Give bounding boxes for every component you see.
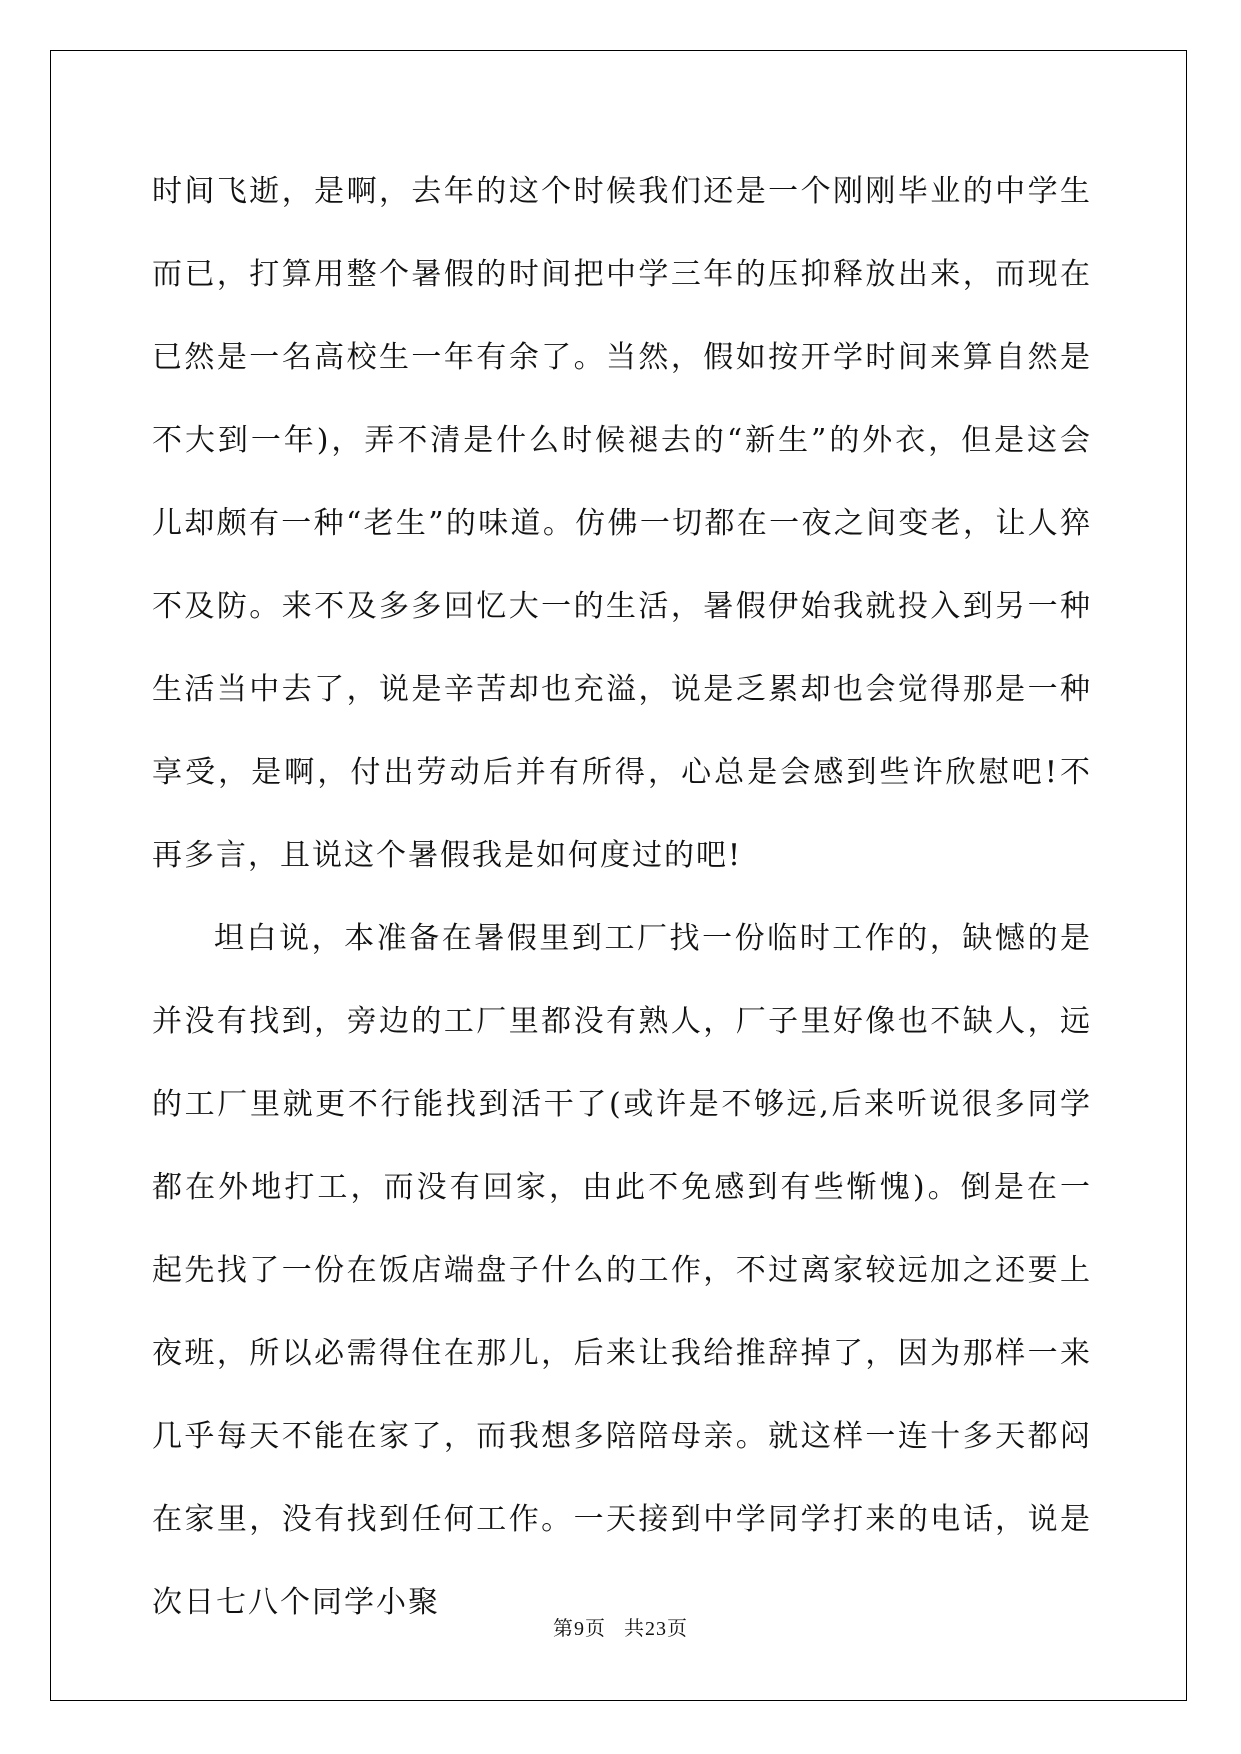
text-line: 已，打算用整个暑假的时间把中学三年的压抑释放出来，而现在已然 (152, 257, 1093, 375)
paragraph-2 (152, 897, 1092, 1644)
page-total: 共23页 (624, 1618, 688, 1640)
text-line: 时间飞逝，是啊，去年的这个时候我们还是一个刚刚毕业的中学生而 (152, 174, 1092, 292)
text-line: 坦白说，本准备在暑假里到工厂找一份临时工作的，缺憾的是并 (152, 921, 1092, 1039)
text-line: 地打工，而没有回家，由此不免感到有些惭愧)。倒是在一起先找了一 (152, 1170, 1092, 1288)
text-line: 需得住在那儿，后来让我给推辞掉了，因为那样一来几乎每天不能在 (152, 1336, 1093, 1454)
text-line: 份在饭店端盘子什么的工作，不过离家较远加之还要上夜班，所以必 (152, 1253, 1093, 1371)
text-line: 来不及多多回忆大一的生活，暑假伊始我就投入到另一种生活当中去 (152, 589, 1093, 707)
text-line: 是一名高校生一年有余了。当然，假如按开学时间来算自然是不大到 (152, 340, 1093, 458)
paragraph-1 (152, 150, 1092, 897)
text-line: 一种“老生”的味道。仿佛一切都在一夜之间变老，让人猝不及防。 (152, 506, 1092, 624)
document-body (152, 150, 1092, 1644)
text-line: 暑假我是如何度过的吧! (408, 838, 743, 873)
text-line: 没有找到，旁边的工厂里都没有熟人，厂子里好像也不缺人，远的工 (152, 1004, 1093, 1122)
text-line: 了，说是辛苦却也充溢，说是乏累却也会觉得那是一种享受，是啊， (152, 672, 1093, 790)
text-line: 厂里就更不行能找到活干了(或许是不够远,后来听说很多同学都在外 (152, 1087, 1092, 1205)
text-line: 一年)，弄不清是什么时候褪去的“新生”的外衣，但是这会儿却颇有 (152, 423, 1092, 541)
text-line: 家了，而我想多陪陪母亲。就这样一连十多天都闷在家里，没有找到 (152, 1419, 1092, 1537)
text-line: 任何工作。一天接到中学同学打来的电话，说是次日七八个同学小聚 (152, 1502, 1093, 1620)
text-line: 付出劳动后并有所得，心总是会感到些许欣慰吧!不再多言，且说这个 (152, 755, 1092, 873)
page-number: 第9页 (553, 1618, 606, 1640)
page-footer (0, 1612, 1241, 1641)
